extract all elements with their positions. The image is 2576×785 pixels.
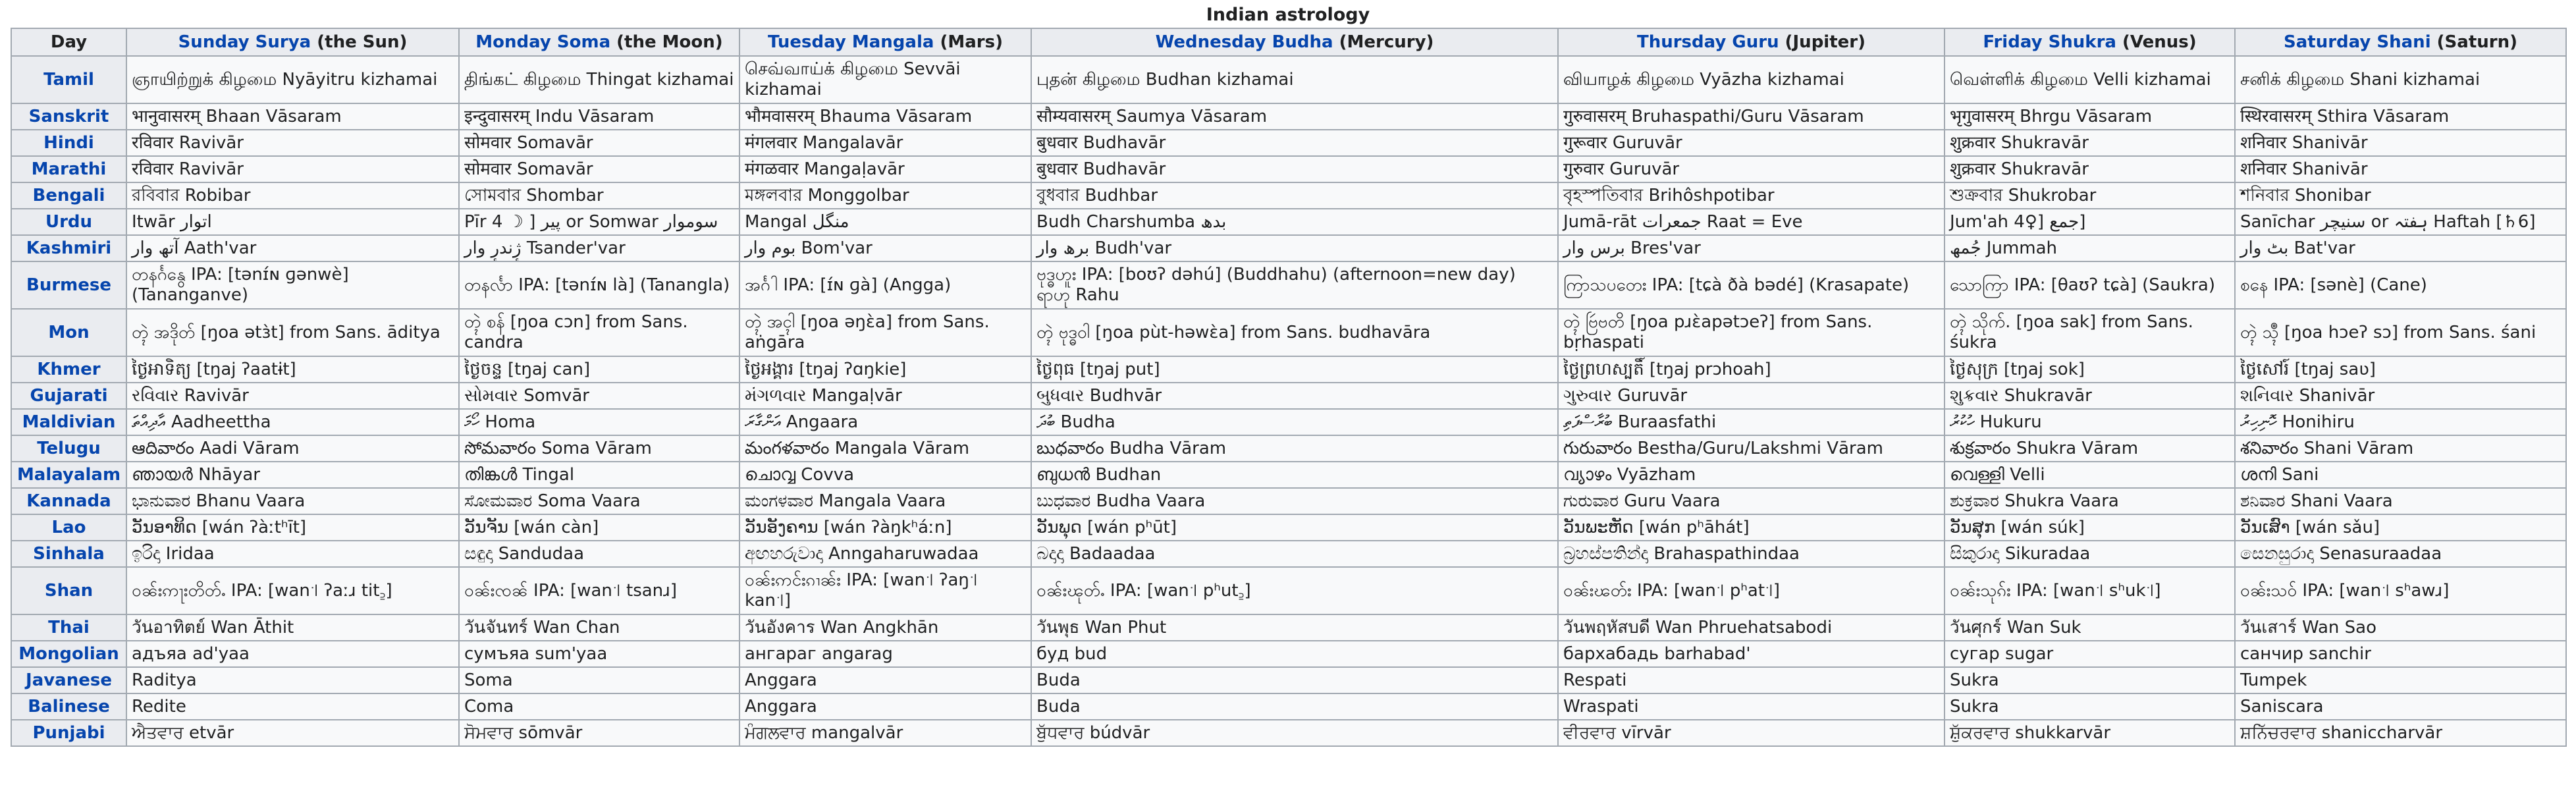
table-cell: ဝၼ်းၽတ်း IPA: [wan꜉ pʰat꜉] [1558,567,1945,614]
table-cell: ਸ਼ਨਿੱਚਰਵਾਰ shaniccharvār [2235,720,2566,746]
table-cell: Soma [459,667,739,693]
language-link[interactable]: Mongolian [11,641,126,667]
table-cell: ހުކުރު Hukuru [1945,409,2235,435]
table-cell: އަންގާރަ Angaara [739,409,1031,435]
header-suffix: (the Sun) [311,32,408,52]
table-cell: ဝၼ်းသဝ် IPA: [wan꜉ sʰawɹ] [2235,567,2566,614]
table-cell: ວັນອາທິດ [wán ʔàːtʰīt] [126,514,459,541]
table-cell: इन्दुवासरम् Indu Vāsaram [459,103,739,130]
table-cell: ਐਤਵਾਰ etvār [126,720,459,746]
table-cell: মঙ্গলবার Monggolbar [739,182,1031,209]
table-row [11,383,2566,409]
table-row [11,614,2566,641]
table-cell: स्थिरवासरम् Sthira Vāsaram [2235,103,2566,130]
table-body [11,56,2566,746]
language-link[interactable]: Javanese [11,667,126,693]
table-cell: ថ្ងៃអាទិត្យ [tŋaj ʔaatɨt] [126,356,459,383]
table-cell: మంగళవారం Mangala Vāram [739,435,1031,462]
language-link[interactable]: Sanskrit [11,103,126,130]
table-cell: ဝၼ်းၽုတ်ႉ IPA: [wan꜉ pʰut꜇] [1031,567,1558,614]
header-day: Day [11,28,126,56]
table-cell: ചൊവ്വ Covva [739,462,1031,488]
table-cell: ހޯމަ Homa [459,409,739,435]
table-cell: සඳුදා Sandudaa [459,541,739,567]
table-cell: Jumā-rāt جمعرات Raat = Eve [1558,209,1945,235]
table-row [11,309,2566,356]
table-cell: ວັນສຸກ [wán súk] [1945,514,2235,541]
table-row [11,567,2566,614]
table-cell: Buda [1031,667,1558,693]
table-cell: ಮಂಗಳವಾರ Mangala Vaara [739,488,1031,514]
table-cell: စနေ IPA: [sənè] (Cane) [2235,261,2566,309]
table-cell: সোমবার Shombar [459,182,739,209]
header-link[interactable]: Thursday Guru [1636,32,1779,52]
table-cell: ബുധൻ Budhan [1031,462,1558,488]
header-row [11,28,2566,56]
table-cell: ਮੰਗਲਵਾਰ mangalvār [739,720,1031,746]
header-link[interactable]: Wednesday Budha [1155,32,1333,52]
table-cell: ހޮނިހިރު Honihiru [2235,409,2566,435]
table-cell: রবিবার Robibar [126,182,459,209]
table-cell: วันพฤหัสบดี Wan Phruehatsabodi [1558,614,1945,641]
table-cell: సోమవారం Soma Vāram [459,435,739,462]
table-cell: ಶನಿವಾರ Shani Vaara [2235,488,2566,514]
header-link[interactable]: Monday Soma [475,32,611,52]
language-link[interactable]: Kashmiri [11,235,126,261]
table-cell: අඟහරුවාදා Anngaharuwadaa [739,541,1031,567]
table-cell: ကြာသပတေး IPA: [tɕà ðà bədé] (Krasapate) [1558,261,1945,309]
table-cell: শুক্রবার Shukrobar [1945,182,2235,209]
language-link[interactable]: Khmer [11,356,126,383]
table-cell: गुरुवासरम् Bruhaspathi/Guru Vāsaram [1558,103,1945,130]
table-cell: ဝၼ်းဢႃးတိတ်ႉ IPA: [wan꜉ ʔaːɹ tit꜇] [126,567,459,614]
language-link[interactable]: Hindi [11,130,126,156]
table-cell: വെള്ളി Velli [1945,462,2235,488]
table-cell: ಭಾನುವಾರ Bhanu Vaara [126,488,459,514]
language-link[interactable]: Punjabi [11,720,126,746]
table-cell: ангараг angarag [739,641,1031,667]
table-cell: วันศุกร์ Wan Suk [1945,614,2235,641]
table-cell: ວັນອັງຄານ [wán ʔàŋkʰáːn] [739,514,1031,541]
table-cell: တ္ၚဲ သိုက်. [ŋoa sak] from Sans. śukra [1945,309,2235,356]
table-cell: Raditya [126,667,459,693]
table-cell: ಬುಧವಾರ Budha Vaara [1031,488,1558,514]
header-suffix: (Mercury) [1333,32,1434,52]
table-cell: મંગળવાર Mangaḷvār [739,383,1031,409]
table-cell: रविवार Ravivār [126,130,459,156]
language-link[interactable]: Balinese [11,693,126,720]
table-cell: ថ្ងៃចន្ទ [tŋaj can] [459,356,739,383]
table-cell: ഞായർ Nhāyar [126,462,459,488]
table-cell: адъяа ad'yaa [126,641,459,667]
table-row [11,156,2566,182]
language-link[interactable]: Thai [11,614,126,641]
table-cell: برھ وار Budh'var [1031,235,1558,261]
header-link[interactable]: Saturday Shani [2284,32,2431,52]
table-cell: ބުދަ Budha [1031,409,1558,435]
table-cell: सोमवार Somavār [459,130,739,156]
table-cell: வியாழக் கிழமை Vyāzha kizhamai [1558,56,1945,103]
language-link[interactable]: Kannada [11,488,126,514]
header-suffix: (Jupiter) [1779,32,1865,52]
table-cell: मंगळवार Mangaḷavār [739,156,1031,182]
table-cell: တ္ၚဲ ဗုဒ္ဓဝါ [ŋoa pùt-həwɛ̀a] from Sans. budhavāra [1031,309,1558,356]
table-cell: сугар sugar [1945,641,2235,667]
table-row [11,261,2566,309]
table-cell: ગુરુવાર Guruvār [1558,383,1945,409]
table-cell: санчир sanchir [2235,641,2566,667]
language-link[interactable]: Telugu [11,435,126,462]
header-suffix: (Mars) [934,32,1003,52]
table-row [11,667,2566,693]
language-link[interactable]: Urdu [11,209,126,235]
header-sunday [126,28,459,56]
table-cell: भौमवासरम् Bhauma Vāsaram [739,103,1031,130]
table-cell: भानुवासरम् Bhaan Vāsaram [126,103,459,130]
table-cell: ဝၼ်းၸၼ် IPA: [wan꜉ tsanɹ] [459,567,739,614]
table-cell: ថ្ងៃសុក្រ [tŋaj sok] [1945,356,2235,383]
table-row [11,462,2566,488]
table-cell: ថ្ងៃអង្គារ [tŋaj ʔɑŋkie] [739,356,1031,383]
table-cell: शुक्रवार Shukravār [1945,130,2235,156]
table-cell: గురువారం Bestha/Guru/Lakshmi Vāram [1558,435,1945,462]
table-cell: Saniscara [2235,693,2566,720]
table-cell: ວັນພຸດ [wán pʰūt] [1031,514,1558,541]
table-cell: भृगुवासरम् Bhrgu Vāsaram [1945,103,2235,130]
table-caption: Indian astrology [1206,5,1370,25]
header-monday [459,28,739,56]
table-cell: வெள்ளிக் கிழமை Velli kizhamai [1945,56,2235,103]
table-cell: ඉරිදා Iridaa [126,541,459,567]
table-cell: गुरुवार Guruvār [1558,156,1945,182]
table-cell: วันพุธ Wan Phut [1031,614,1558,641]
header-suffix: (Saturn) [2430,32,2517,52]
table-cell: ថ្ងៃសៅរ៍ [tŋaj saʋ] [2235,356,2566,383]
header-thursday [1558,28,1945,56]
table-cell: ວັນເສົາ [wán sǎu] [2235,514,2566,541]
table-cell: Anggara [739,693,1031,720]
table-cell: آتھ وار Aath'var [126,235,459,261]
language-link[interactable]: Malayalam [11,462,126,488]
table-cell: मंगलवार Mangalavār [739,130,1031,156]
table-cell: ວັນຈັນ [wán càn] [459,514,739,541]
header-tuesday [739,28,1031,56]
table-cell: วันอังคาร Wan Angkhān [739,614,1031,641]
table-cell: रविवार Ravivār [126,156,459,182]
table-cell: Budh Charshumba بدھ [1031,209,1558,235]
language-link[interactable]: Maldivian [11,409,126,435]
table-cell: शनिवार Shanivār [2235,156,2566,182]
table-row [11,209,2566,235]
table-cell: বৃহস্পতিবার Brihôshpotibar [1558,182,1945,209]
table-cell: Jum'ah 4♀] جمع] [1945,209,2235,235]
table-cell: සිකුරාදා Sikuradaa [1945,541,2235,567]
header-saturday [2235,28,2566,56]
table-cell: Buda [1031,693,1558,720]
table-cell: ശനി Sani [2235,462,2566,488]
table-cell: วันเสาร์ Wan Sao [2235,614,2566,641]
header-suffix: (Venus) [2116,32,2197,52]
table-cell: တ္ၚဲ သ္ၚဳ [ŋoa hɔeʔ sɔ] from Sans. śani [2235,309,2566,356]
table-cell: ਵੀਰਵਾਰ vīrvār [1558,720,1945,746]
language-link[interactable]: Shan [11,567,126,614]
table-cell: بوم وار Bom'var [739,235,1031,261]
language-link[interactable]: Mon [11,309,126,356]
header-link[interactable]: Tuesday Mangala [768,32,934,52]
table-cell: செவ்வாய்க் கிழமை Sevvāi kizhamai [739,56,1031,103]
table-cell: बुधवार Budhavār [1031,130,1558,156]
table-cell: Sanīchar سنیچر or ہفتہ Haftah [♄6] [2235,209,2566,235]
table-cell: सोमवार Somavār [459,156,739,182]
table-cell: ބުރާސްފަތި Buraasfathi [1558,409,1945,435]
language-link[interactable]: Tamil [11,56,126,103]
table-cell: Itwār اتوار [126,209,459,235]
table-cell: ວັນພະຫັດ [wán pʰāhát] [1558,514,1945,541]
table-cell: బుధవారం Budha Vāram [1031,435,1558,462]
table-cell: ថ្ងៃពុធ [tŋaj put] [1031,356,1558,383]
table-cell: સોમવાર Somvār [459,383,739,409]
table-cell: शुक्रवार Shukravār [1945,156,2235,182]
header-link[interactable]: Sunday Surya [178,32,311,52]
table-cell: ਬੁੱਧਵਾਰ búdvār [1031,720,1558,746]
table-cell: ಶುಕ್ರವಾರ Shukra Vaara [1945,488,2235,514]
language-link[interactable]: Burmese [11,261,126,309]
table-cell: วันจันทร์ Wan Chan [459,614,739,641]
table-cell: တ္ၚဲ စန် [ŋoa cɔn] from Sans. candra [459,309,739,356]
table-row [11,541,2566,567]
table-cell: गुरूवार Guruvār [1558,130,1945,156]
table-cell: புதன் கிழமை Budhan kizhamai [1031,56,1558,103]
table-cell: ថ្ងៃព្រហស្បតិ៍ [tŋaj prɔhoah] [1558,356,1945,383]
language-link[interactable]: Marathi [11,156,126,182]
table-row [11,130,2566,156]
table-cell: сумъяа sum'yaa [459,641,739,667]
table-cell: တနင်္လာ IPA: [tənɪ́ɴ là] (Tanangla) [459,261,739,309]
table-cell: திங்கட் கிழமை Thingat kizhamai [459,56,739,103]
table-cell: බදාදා Badaadaa [1031,541,1558,567]
table-cell: бархабадь barhabad' [1558,641,1945,667]
table-cell: Wraspati [1558,693,1945,720]
table-cell: बुधवार Budhavār [1031,156,1558,182]
table-cell: శనివారం Shani Vāram [2235,435,2566,462]
table-row [11,720,2566,746]
table-cell: शनिवार Shanivār [2235,130,2566,156]
table-cell: ژٕندرٕ وار Tsander'var [459,235,739,261]
table-cell: રવિવાર Ravivār [126,383,459,409]
table-cell: ఆదివారం Aadi Vāram [126,435,459,462]
table-cell: ဝၼ်းသုၵ်း IPA: [wan꜉ sʰuk꜉] [1945,567,2235,614]
table-row [11,356,2566,383]
table-cell: सौम्यवासरम् Saumya Vāsaram [1031,103,1558,130]
table-cell: بٹ وار Bat'var [2235,235,2566,261]
language-link[interactable]: Sinhala [11,541,126,567]
table-cell: Respati [1558,667,1945,693]
indian-astrology-table [11,28,2567,747]
table-row [11,435,2566,462]
table-cell: ဗုဒ္ဓဟူး IPA: [boʊʔ dəhú] (Buddhahu) (afternoon=new day) ရာဟု Rahu [1031,261,1558,309]
header-link[interactable]: Friday Shukra [1983,32,2116,52]
table-cell: Pīr 4 ☽ ] پیر or Somwar سوموار [459,209,739,235]
table-cell: ဝၼ်းဢင်းၵၢၼ်း IPA: [wan꜉ ʔaŋ꜉ kan꜉] [739,567,1031,614]
table-cell: သောကြာ IPA: [θaʊʔ tɕà] (Saukra) [1945,261,2235,309]
table-row [11,235,2566,261]
table-cell: ஞாயிற்றுக் கிழமை Nyāyitru kizhamai [126,56,459,103]
table-cell: ਸ਼ੁੱਕਰਵਾਰ shukkarvār [1945,720,2235,746]
table-cell: برس وار Bres'var [1558,235,1945,261]
table-row [11,488,2566,514]
language-link[interactable]: Lao [11,514,126,541]
table-row [11,103,2566,130]
astrology-table-container [11,4,2565,747]
table-row [11,56,2566,103]
table-cell: બુધવાર Budhvār [1031,383,1558,409]
table-cell: တနင်္ဂနွေ IPA: [tənɪ́ɴ ɡənwè] (Tananganve) [126,261,459,309]
table-cell: Coma [459,693,739,720]
table-cell: တ္ၚဲ ဗြဴဗတိ [ŋoa pɹɛ̀apətɔeʔ] from Sans. bṛhaspati [1558,309,1945,356]
table-row [11,693,2566,720]
table-cell: အင်္ဂါ IPA: [ɪ́ɴ ɡà] (Angga) [739,261,1031,309]
table-cell: Anggara [739,667,1031,693]
header-suffix: (the Moon) [610,32,723,52]
table-cell: วันอาทิตย์ Wan Āthit [126,614,459,641]
table-cell: බ්‍රහස්පතින්දා Brahaspathindaa [1558,541,1945,567]
table-cell: Mangal منگل [739,209,1031,235]
language-link[interactable]: Gujarati [11,383,126,409]
table-row [11,514,2566,541]
table-cell: буд bud [1031,641,1558,667]
table-cell: සෙනසුරාදා Senasuraadaa [2235,541,2566,567]
header-wednesday [1031,28,1558,56]
table-cell: Redite [126,693,459,720]
header-friday [1945,28,2235,56]
table-cell: ಸೋಮವಾರ Soma Vaara [459,488,739,514]
table-cell: އާދިއްތަ Aadheettha [126,409,459,435]
table-cell: શુક્રવાર Shukravār [1945,383,2235,409]
table-cell: શનિવાર Shanivār [2235,383,2566,409]
table-cell: Sukra [1945,667,2235,693]
table-row [11,182,2566,209]
table-cell: சனிக் கிழமை Shani kizhamai [2235,56,2566,103]
table-cell: ਸੋਮਵਾਰ sōmvār [459,720,739,746]
table-cell: శుక్రవారం Shukra Vāram [1945,435,2235,462]
table-cell: جُمھ Jummah [1945,235,2235,261]
table-row [11,641,2566,667]
table-cell: တ္ၚဲ အၚါ [ŋoa əŋɛ̀a] from Sans. aṅgāra [739,309,1031,356]
table-row [11,409,2566,435]
table-cell: ಗುರುವಾರ Guru Vaara [1558,488,1945,514]
table-cell: বুধবার Budhbar [1031,182,1558,209]
table-cell: Tumpek [2235,667,2566,693]
table-cell: തിങ്കൾ Tingal [459,462,739,488]
language-link[interactable]: Bengali [11,182,126,209]
table-cell: Sukra [1945,693,2235,720]
table-cell: শনিবার Shonibar [2235,182,2566,209]
table-cell: വ്യാഴം Vyāzham [1558,462,1945,488]
table-cell: တ္ၚဲ အဒိုတ် [ŋoa ətɜ̀t] from Sans. āditya [126,309,459,356]
